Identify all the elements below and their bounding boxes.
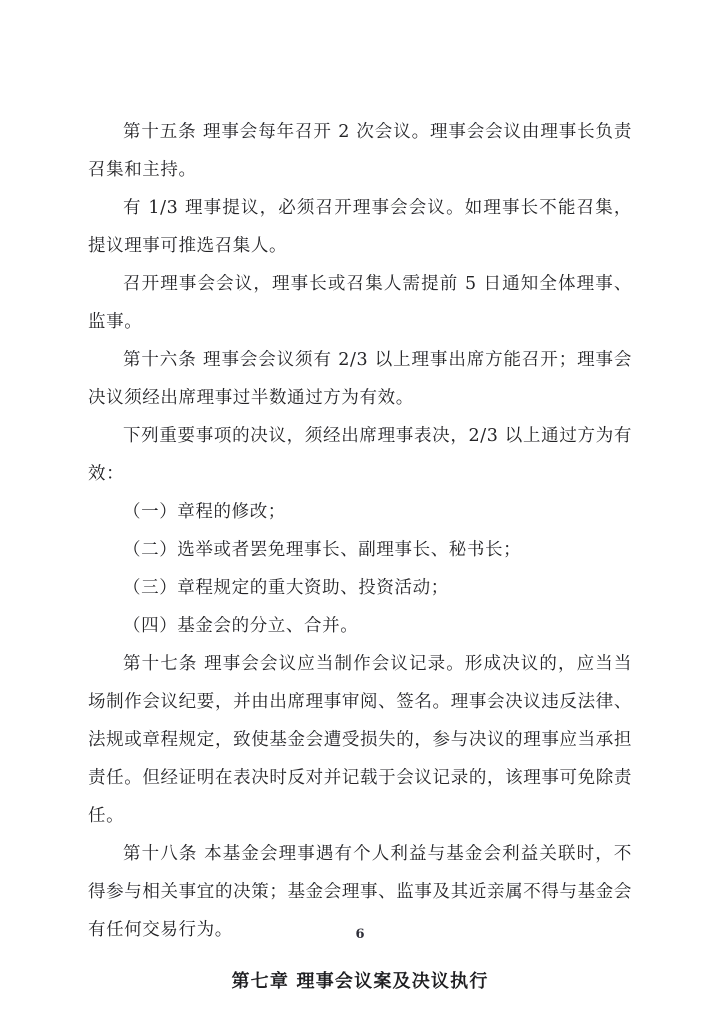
- page-body-text: [88, 113, 632, 1001]
- list-item-article-16-1: （一）章程的修改；: [123, 502, 286, 522]
- page-number: 6: [355, 927, 365, 942]
- paragraph-article-15-clause-3: 召开理事会会议，理事长或召集人需提前 5 日通知全体理事、监事。: [88, 274, 632, 332]
- list-item-article-16-2: （二）选举或者罢免理事长、副理事长、秘书长；: [123, 540, 522, 560]
- list-item-article-16-3: （三）章程规定的重大资助、投资活动；: [123, 578, 449, 598]
- paragraph-article-16: 第十六条 理事会会议须有 2/3 以上理事出席方能召开；理事会决议须经出席理事过半数通过方为有效。: [88, 350, 632, 408]
- paragraph-article-16-intro: 下列重要事项的决议，须经出席理事表决，2/3 以上通过方为有效：: [88, 426, 632, 484]
- paragraph-article-15-clause-2: 有 1/3 理事提议，必须召开理事会会议。如理事长不能召集，提议理事可推选召集人。: [88, 198, 632, 256]
- paragraph-article-17: 第十七条 理事会会议应当制作会议记录。形成决议的，应当当场制作会议纪要，并由出席理事审阅、签名。理事会决议违反法律、法规或章程规定，致使基金会遭受损失的，参与决议的理事应当承担责任。但经证明在表决时反对并记载于会议记录的，该理事可免除责任。: [88, 654, 632, 826]
- chapter-heading: 第七章 理事会议案及决议执行: [231, 971, 489, 992]
- paragraph-article-18: 第十八条 本基金会理事遇有个人利益与基金会利益关联时，不得参与相关事宜的决策；基金会理事、监事及其近亲属不得与基金会有任何交易行为。: [88, 844, 632, 940]
- paragraph-article-15: 第十五条 理事会每年召开 2 次会议。理事会会议由理事长负责召集和主持。: [88, 122, 632, 180]
- list-item-article-16-4: （四）基金会的分立、合并。: [123, 616, 359, 636]
